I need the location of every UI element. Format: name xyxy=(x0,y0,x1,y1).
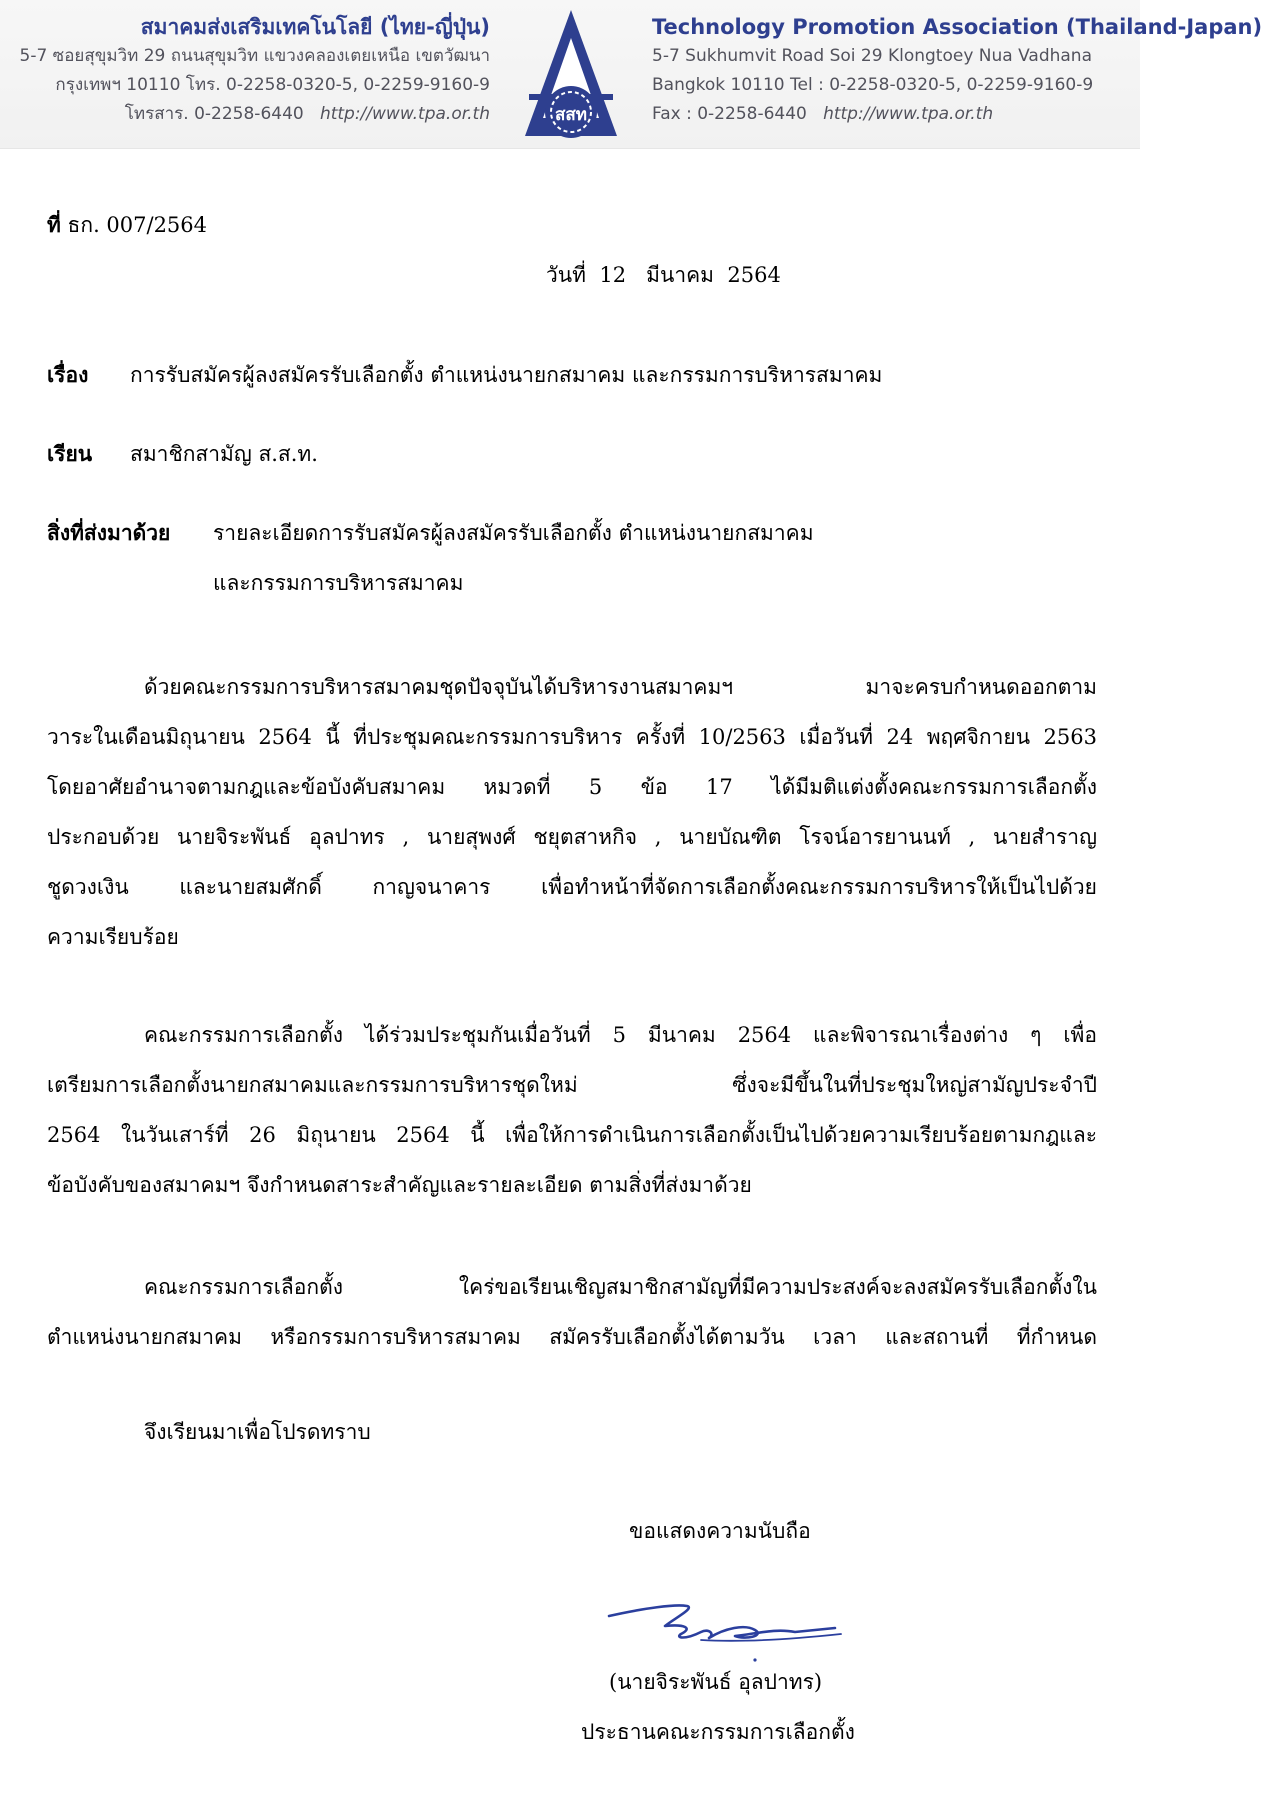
reference-line xyxy=(47,210,207,240)
subject-text: การรับสมัครผู้ลงสมัครรับเลือกตั้ง ตำแหน่งนายกสมาคม และกรรมการบริหารสมาคม xyxy=(130,363,883,387)
paragraph-1-line: ความเรียบร้อย xyxy=(47,925,179,949)
english-website: http://www.tpa.or.th xyxy=(823,104,994,124)
date-year: 2564 xyxy=(727,263,781,287)
body-paragraph-3 xyxy=(47,1262,1097,1362)
reference-number: ธก. 007/2564 xyxy=(67,213,208,237)
body-paragraph-1 xyxy=(47,662,1097,962)
to-text: สมาชิกสามัญ ส.ส.ท. xyxy=(130,442,318,466)
reference-label: ที่ xyxy=(47,212,61,237)
body-paragraph-2 xyxy=(47,1010,1097,1210)
enclosure-line-1: รายละเอียดการรับสมัครผู้ลงสมัครรับเลือกตั้ง ตำแหน่งนายกสมาคม xyxy=(213,521,814,545)
thai-address-line-1: 5-7 ซอยสุขุมวิท 29 ถนนสุขุมวิท แขวงคลองเตยเหนือ เขตวัฒนา xyxy=(19,46,490,66)
english-address-line-1: 5-7 Sukhumvit Road Soi 29 Klongtoey Nua Vadhana xyxy=(652,46,1092,66)
thai-fax: โทรสาร. 0-2258-6440 xyxy=(124,104,304,124)
paragraph-2-line: 2564 ในวันเสาร์ที่ 26 มิถุนายน 2564 นี้ เพื่อให้การดำเนินการเลือกตั้งเป็นไปด้วยความเรียบร้อยตามกฎและ xyxy=(47,1123,1097,1147)
signer-title: ประธานคณะกรรมการเลือกตั้ง xyxy=(581,1720,855,1744)
paragraph-2-line: คณะกรรมการเลือกตั้ง ได้ร่วมประชุมกันเมื่อวันที่ 5 มีนาคม 2564 และพิจารณาเรื่องต่าง ๆ เพื่อ xyxy=(144,1023,1097,1047)
english-fax-web-line xyxy=(652,100,1142,129)
subject-label: เรื่อง xyxy=(47,362,89,387)
paragraph-1-line: ประกอบด้วย นายจิระพันธ์ อุลปาทร , นายสุพงศ์ ชยุตสาหกิจ , นายบัณฑิต โรจน์อารยานนท์ , นายสำราญ xyxy=(47,825,1097,849)
logo-text: สสท xyxy=(555,105,587,125)
paragraph-2-line: ข้อบังคับของสมาคมฯ จึงกำหนดสาระสำคัญและรายละเอียด ตามสิ่งที่ส่งมาด้วย xyxy=(47,1173,752,1197)
date-month: มีนาคม xyxy=(646,263,715,287)
tpa-logo-icon xyxy=(523,8,619,140)
thai-org-name: สมาคมส่งเสริมเทคโนโลยี (ไทย-ญี่ปุ่น) xyxy=(140,15,490,39)
paragraph-3-line: คณะกรรมการเลือกตั้ง ใคร่ขอเรียนเชิญสมาชิกสามัญที่มีความประสงค์จะลงสมัครรับเลือกตั้งใน xyxy=(144,1275,1097,1299)
english-address-line-2: Bangkok 10110 Tel : 0-2258-0320-5, 0-2259-9160-9 xyxy=(652,75,1094,95)
paragraph-3-line: ตำแหน่งนายกสมาคม หรือกรรมการบริหารสมาคม สมัครรับเลือกตั้งได้ตามวัน เวลา และสถานที่ ที่กำหนด xyxy=(47,1325,1097,1349)
paragraph-1-line: โดยอาศัยอำนาจตามกฎและข้อบังคับสมาคม หมวดที่ 5 ข้อ 17 ได้มีมติแต่งตั้งคณะกรรมการเลือกตั้ง xyxy=(47,775,1097,799)
enclosure-line-2: และกรรมการบริหารสมาคม xyxy=(213,571,464,595)
paragraph-1-line: ชูดวงเงิน และนายสมศักดิ์ กาญจนาคาร เพื่อทำหน้าที่จัดการเลือกตั้งคณะกรรมการบริหารให้เป็นไปด้วย xyxy=(47,875,1097,899)
thai-website: http://www.tpa.or.th xyxy=(319,104,490,124)
paragraph-1-line: วาระในเดือนมิถุนายน 2564 นี้ ที่ประชุมคณะกรรมการบริหาร ครั้งที่ 10/2563 เมื่อวันที่ 24 พฤศจิกายน 2563 xyxy=(47,725,1097,749)
complimentary-close: ขอแสดงความนับถือ xyxy=(629,1519,811,1543)
paragraph-2-line: เตรียมการเลือกตั้งนายกสมาคมและกรรมการบริหารชุดใหม่ ซึ่งจะมีขึ้นในที่ประชุมใหญ่สามัญประจำปี xyxy=(47,1073,1097,1097)
date-day: 12 xyxy=(599,263,627,287)
signer-name: (นายจิระพันธ์ อุลปาทร) xyxy=(609,1670,823,1694)
english-org-name: Technology Promotion Association (Thailand-Japan) xyxy=(652,15,1262,39)
thai-address-line-2: กรุงเทพฯ 10110 โทร. 0-2258-0320-5, 0-2259-9160-9 xyxy=(55,75,490,95)
to-label: เรียน xyxy=(47,441,93,466)
english-fax: Fax : 0-2258-6440 xyxy=(652,104,807,124)
letterhead-english-block xyxy=(652,12,1262,129)
signature-icon xyxy=(605,1588,855,1668)
letterhead xyxy=(0,0,1262,149)
paragraph-1-line: ด้วยคณะกรรมการบริหารสมาคมชุดปัจจุบันได้บริหารงานสมาคมฯ มาจะครบกำหนดออกตาม xyxy=(144,675,1097,699)
letterhead-thai-block xyxy=(0,12,490,129)
date-line xyxy=(546,260,781,290)
enclosure-label: สิ่งที่ส่งมาด้วย xyxy=(47,520,171,545)
thai-fax-web-line xyxy=(0,100,490,129)
date-label: วันที่ xyxy=(546,263,586,287)
closing-request: จึงเรียนมาเพื่อโปรดทราบ xyxy=(144,1420,371,1444)
